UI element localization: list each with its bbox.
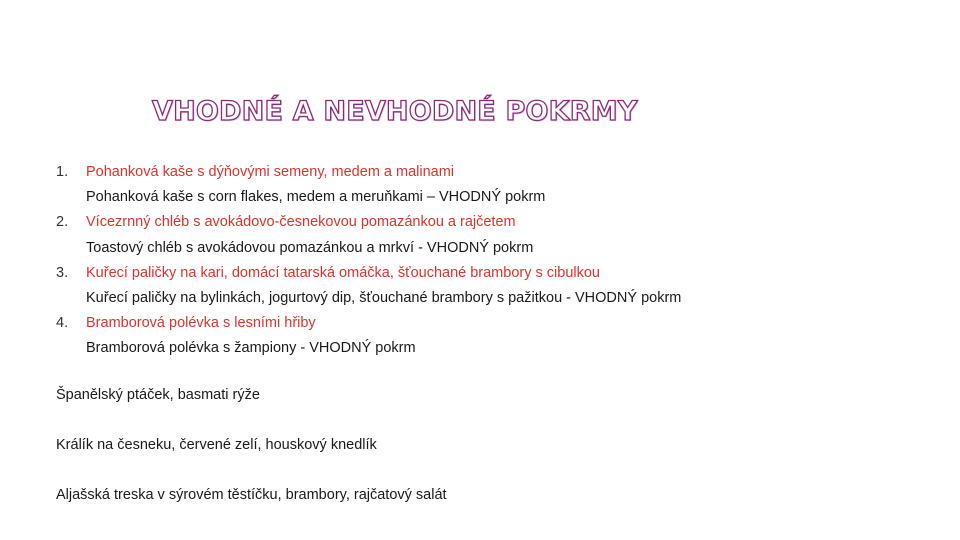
list-item	[56, 261, 681, 311]
unsuitable-dish: Bramborová polévka s lesními hřiby	[86, 315, 316, 332]
list-item	[56, 311, 681, 361]
slide-title: VHODNÉ A NEVHODNÉ POKRMY	[152, 96, 638, 127]
item-number: 2.	[56, 214, 69, 231]
suitable-dish: Kuřecí paličky na bylinkách, jogurtový dip, šťouchané brambory s pažitkou - VHODNÝ pokrm	[86, 290, 682, 307]
item-number: 1.	[56, 164, 69, 180]
extra-dish: Aljašská treska v sýrovém těstíčku, brambory, rajčatový salát	[56, 487, 447, 503]
list-item	[56, 160, 681, 210]
extra-dish: Králík na česneku, červené zelí, houskový knedlík	[56, 437, 377, 453]
extra-dish: Španělský ptáček, basmati rýže	[56, 387, 260, 403]
dish-list	[56, 160, 681, 362]
suitable-dish: Toastový chléb s avokádovou pomazánkou a mrkví - VHODNÝ pokrm	[86, 239, 534, 256]
suitable-dish: Bramborová polévka s žampiony - VHODNÝ pokrm	[86, 340, 416, 357]
unsuitable-dish: Vícezrnný chléb s avokádovo-česnekovou pomazánkou a rajčetem	[86, 214, 516, 231]
suitable-dish: Pohanková kaše s corn flakes, medem a meruňkami – VHODNÝ pokrm	[86, 189, 546, 206]
item-number: 4.	[56, 315, 69, 332]
unsuitable-dish: Kuřecí paličky na kari, domácí tatarská omáčka, šťouchané brambory s cibulkou	[86, 264, 600, 281]
list-item	[56, 210, 681, 260]
item-number: 3.	[56, 264, 69, 281]
unsuitable-dish: Pohanková kaše s dýňovými semeny, medem a malinami	[86, 164, 455, 180]
